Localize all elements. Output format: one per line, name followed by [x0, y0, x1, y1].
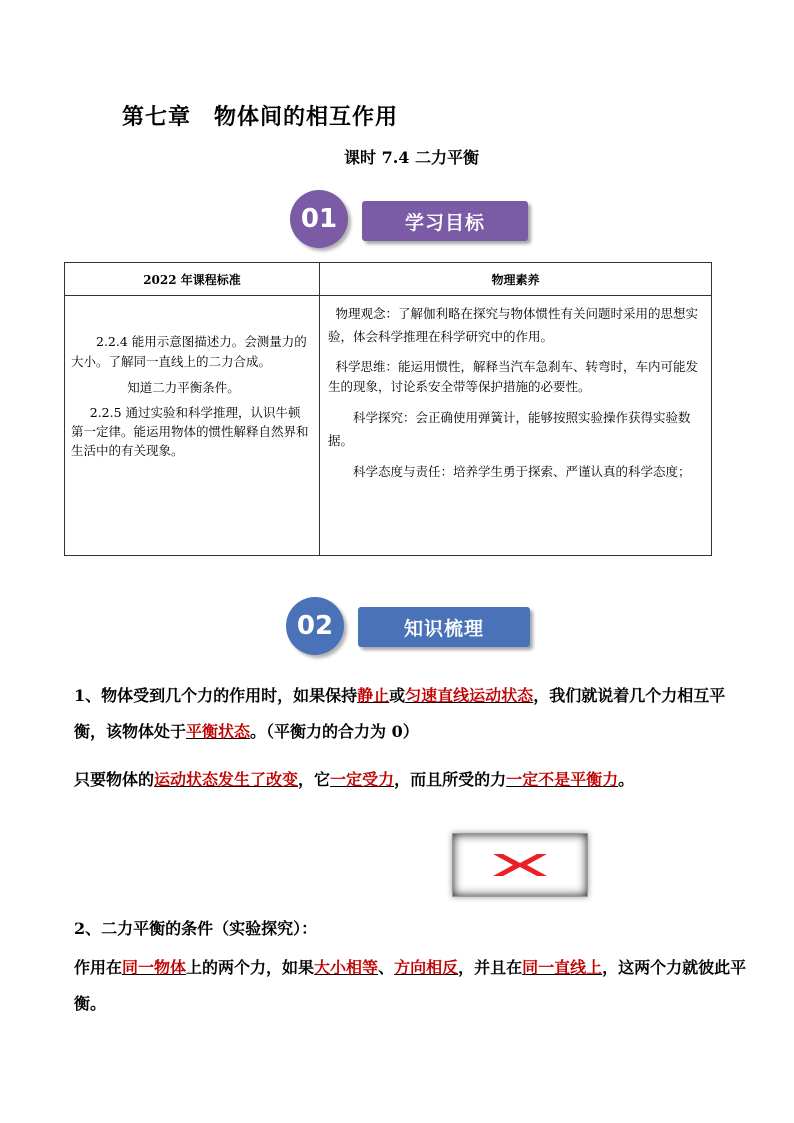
section-badge-label: 学习目标: [362, 201, 528, 241]
section-badge-number: 01: [290, 190, 348, 248]
section-badge-number: 02: [286, 597, 344, 655]
standard-item: 2.2.5 通过实验和科学推理，认识牛顿第一定律。能运用物体的惯性解释自然界和生活中的有关现象。: [71, 405, 309, 458]
paragraph-condition-heading: 2、二力平衡的条件（实验探究）：: [74, 919, 318, 938]
literacy-item: 物理观念：了解伽利略在探究与物体惯性有关问题时采用的思想实验，体会科学推理在科学研究中的作用。: [328, 306, 699, 345]
table-header-literacy: 物理素养: [320, 263, 712, 296]
literacy-item: 科学思维：能运用惯性，解释当汽车急刹车、转弯时，车内可能发生的现象，讨论系安全带等保护措施的必要性。: [328, 359, 699, 395]
standard-cell: [65, 296, 320, 556]
curriculum-table: [64, 262, 712, 556]
section-badge-label: 知识梳理: [358, 607, 530, 647]
literacy-item: 科学探究：会正确使用弹簧计，能够按照实验操作获得实验数据。: [328, 410, 691, 449]
literacy-item: 科学态度与责任：培养学生勇于探索、严谨认真的科学态度；: [353, 463, 691, 479]
lesson-title: 课时 7.4 二力平衡: [344, 148, 479, 167]
broken-image-placeholder: [452, 833, 588, 897]
literacy-cell: [320, 296, 712, 556]
standard-item: 知道二力平衡条件。: [127, 380, 240, 395]
standard-item: 2.2.4 能用示意图描述力。会测量力的大小。了解同一直线上的二力合成。: [71, 334, 307, 369]
broken-image-x-icon: [453, 834, 587, 896]
chapter-title: 第七章 物体间的相互作用: [122, 105, 399, 130]
table-header-standard: 2022 年课程标准: [65, 263, 320, 296]
paragraph-balance-condition: 作用在同一物体上的两个力，如果大小相等、方向相反，并且在同一直线上，这两个力就彼此平衡。: [74, 958, 747, 1013]
paragraph-equilibrium-definition: 1、物体受到几个力的作用时，如果保持静止或匀速直线运动状态，我们就说着几个力相互平衡，该物体处于平衡状态。（平衡力的合力为 0）: [74, 686, 726, 741]
paragraph-motion-change: 只要物体的运动状态发生了改变，它一定受力，而且所受的力一定不是平衡力。: [74, 770, 635, 789]
